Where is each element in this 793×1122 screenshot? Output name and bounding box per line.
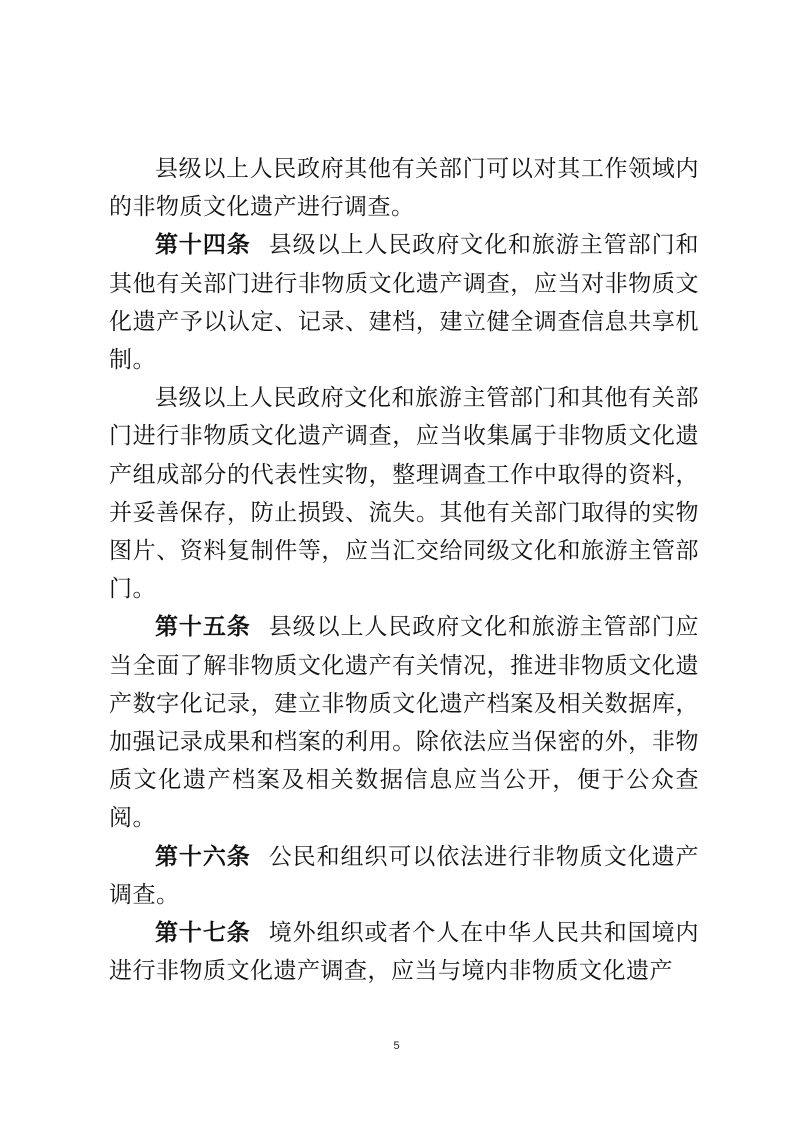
article-16: [109, 838, 699, 914]
paragraph-1-text: 县级以上人民政府其他有关部门可以对其工作领域内的非物质文化遗产进行调查。: [109, 156, 699, 221]
article-16-text: 公民和组织可以依法进行非物质文化遗产调查。: [109, 843, 700, 908]
article-17: [109, 914, 699, 990]
article-15-number: 第十五条: [155, 614, 251, 641]
article-14-text: 县级以上人民政府文化和旅游主管部门和其他有关部门进行非物质文化遗产调查，应当对非物质文化遗产予以认定、记录、建档，建立健全调查信息共享机制。: [109, 232, 700, 374]
article-15-text: 县级以上人民政府文化和旅游主管部门应当全面了解非物质文化遗产有关情况，推进非物质文化遗产数字化记录，建立非物质文化遗产档案及相关数据库，加强记录成果和档案的利用。除依法应当保密的外，非物质文化遗产档案及相关数据信息应当公开，便于公众查阅。: [109, 614, 700, 832]
article-16-number: 第十六条: [155, 843, 251, 870]
paragraph-3-text: 县级以上人民政府文化和旅游主管部门和其他有关部门进行非物质文化遗产调查，应当收集属于非物质文化遗产组成部分的代表性实物，整理调查工作中取得的资料，并妥善保存，防止损毁、流失。其他有关部门取得的实物图片、资料复制件等，应当汇交给同级文化和旅游主管部门。: [109, 385, 699, 603]
article-14-number: 第十四条: [155, 232, 251, 259]
body-text: [109, 150, 699, 990]
article-15: [109, 608, 699, 837]
paragraph-1: [109, 150, 699, 226]
article-17-number: 第十七条: [155, 920, 251, 947]
article-17-text: 境外组织或者个人在中华人民共和国境内进行非物质文化遗产调查，应当与境内非物质文化遗产: [109, 920, 700, 985]
page-number: 5: [393, 1040, 400, 1052]
article-14: [109, 226, 699, 379]
paragraph-3: [109, 379, 699, 608]
